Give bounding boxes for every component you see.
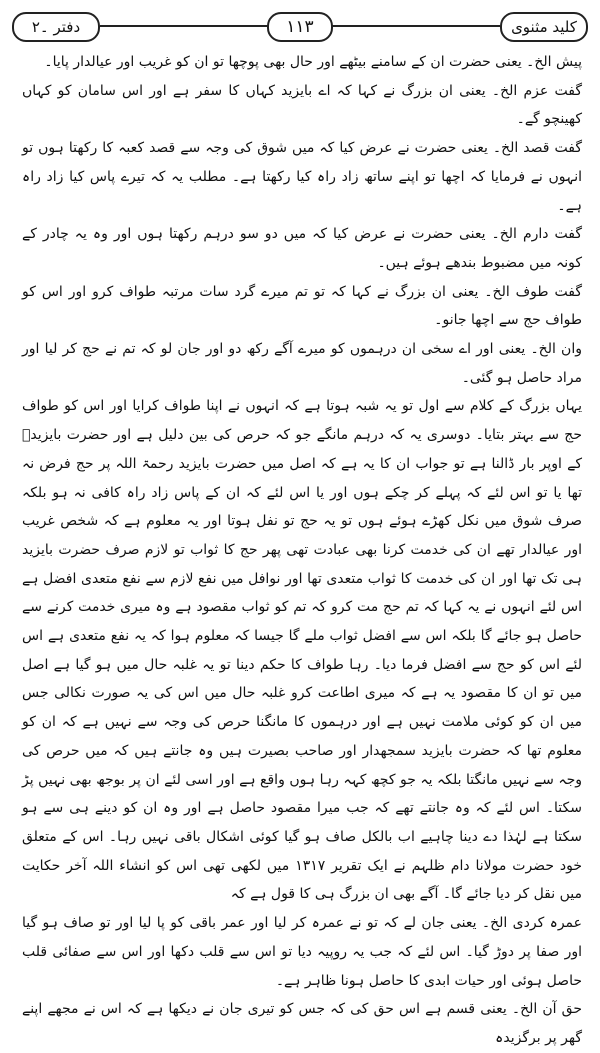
volume-label: دفتر ۔۲ — [12, 12, 100, 42]
paragraph: عمرہ کردی الخ۔ یعنی جان لے کہ تو نے عمرہ کر لیا اور عمر باقی کو پا لیا اور تو صاف ہو گیا اور صفا پر دوڑ گیا۔ اس لئے کہ جب یہ روپیہ دیا تو اس سے قلب دکھا اور اس سے صفائی قلب حاصل ہوئی اور حیات ابدی کا حاصل ہونا ظاہر ہے۔ — [22, 915, 582, 989]
paragraph: حق آن الخ۔ یعنی قسم ہے اس حق کی کہ جس کو تیری جان نے دیکھا ہے کہ اس نے مجھے اپنے گھر پر برگزیدہ — [22, 1001, 582, 1046]
book-title: کلید مثنوی — [500, 12, 588, 42]
paragraph: گفت قصد الخ۔ یعنی حضرت نے عرض کیا کہ میں شوق کی وجہ سے قصد کعبہ کا رکھتا ہوں تو انہوں نے فرمایا کہ اچھا تو اپنے ساتھ زاد راہ کیا رکھتا ہے۔ مطلب یہ کہ تیرے پاس کیا زاد راہ ہے۔ — [22, 140, 582, 214]
paragraph: گفت عزم الخ۔ یعنی ان بزرگ نے کہا کہ اے بایزید کہاں کا سفر ہے اور اس سامان کو کہاں کھینچو گے۔ — [22, 82, 582, 128]
paragraph: یہاں بزرگ کے کلام سے اول تو یہ شبہ ہوتا ہے کہ انہوں نے اپنا طواف کرایا اور اس کو طواف حج سے بہتر بتایا۔ دوسری یہ کہ درہم مانگے جو کہ حرص کی بین دلیل ہے اور حضرت بایزیدؒ کے اوپر بار ڈالنا ہے تو جواب ان کا یہ ہے کہ اصل میں حضرت بایزید رحمۃ اللہ پر حج فرض نہ تھا یا تو اس لئے کہ پہلے کر چکے ہوں اور یا اس لئے کہ ان کے پاس زاد راہ کافی نہ ہو بلکہ صرف شوق میں نکل کھڑے ہوئے ہوں تو یہ حج تو نفل ہوتا اور یہ معلوم ہے کہ شخص غریب اور عیالدار تھے ان کی خدمت کرنا بھی عبادت تھی پھر حج کا ثواب تو لازم صرف حضرت بایزید ہی تک تھا اور ان کی خدمت کا ثواب متعدی تھا اور نوافل میں نفع لازم سے نفع متعدی افضل ہے اس لئے انہوں نے یہ کہا کہ تم حج مت کرو کہ تم کو ثواب مقصود ہے وہ میری خدمت کرنے سے حاصل ہو جائے گا بلکہ اس سے افضل ثواب ملے گا جیسا کہ معلوم ہوا کہ یہ نفع متعدی ہے اس لئے اس کو حج سے افضل فرما دیا۔ رہا طواف کا حکم دینا تو یہ غلبہ حال میں ہو گیا ہے اصل میں تو ان کا مقصود یہ ہے کہ میری اطاعت کرو غلبہ حال میں اس کی یہ صورت نکالی جس میں ان کو کوئی ملامت نہیں ہے اور درہموں کا مانگنا حرص کی وجہ سے نہیں ہے کہ ان کو معلوم تھا کہ حضرت بایزید سمجھدار اور صاحب بصیرت ہیں وہ جانتے ہیں کہ میں حرص کی وجہ سے نہیں مانگتا بلکہ یہ جو کچھ کہہ رہا ہوں واقع ہے اور اسی لئے ان پر بوجھ بھی نہیں پڑ سکتا۔ اس لئے کہ وہ جانتے تھے کہ جب میرا مقصود حاصل ہے اور وہ ان کو دینے ہی سے ہو سکتا ہے لہٰذا دے دینا چاہیے اب بالکل صاف ہو گیا کوئی اشکال باقی نہیں رہا۔ اس کے متعلق خود حضرت مولانا دام ظلہم نے ایک تقریر ۱۳۱۷ میں لکھی تھی اس کو انشاء اللہ آخر حکایت میں نقل کر دیا جائے گا۔ آگے بھی ان بزرگ ہی کا قول ہے کہ — [22, 398, 582, 903]
page-number: ۱۱۳ — [267, 12, 333, 42]
page-body — [22, 48, 582, 1053]
paragraph: پیش الخ۔ یعنی حضرت ان کے سامنے بیٹھے اور حال بھی پوچھا تو ان کو غریب اور عیالدار پایا۔ — [44, 54, 582, 70]
paragraph: وان الخ۔ یعنی اور اے سخی ان درہموں کو میرے آگے رکھ دو اور جان لو کہ تم نے حج کر لیا اور مراد حاصل ہو گئی۔ — [22, 341, 582, 386]
page-header — [12, 6, 588, 46]
paragraph: گفت دارم الخ۔ یعنی حضرت نے عرض کیا کہ میں دو سو درہم رکھتا ہوں اور وہ یہ چادر کے کونہ میں مضبوط بندھے ہوئے ہیں۔ — [22, 226, 582, 271]
paragraph: گفت طوف الخ۔ یعنی ان بزرگ نے کہا کہ تو تم میرے گرد سات مرتبہ طواف کرو اور اس کو طواف حج سے اچھا جانو۔ — [22, 283, 582, 329]
